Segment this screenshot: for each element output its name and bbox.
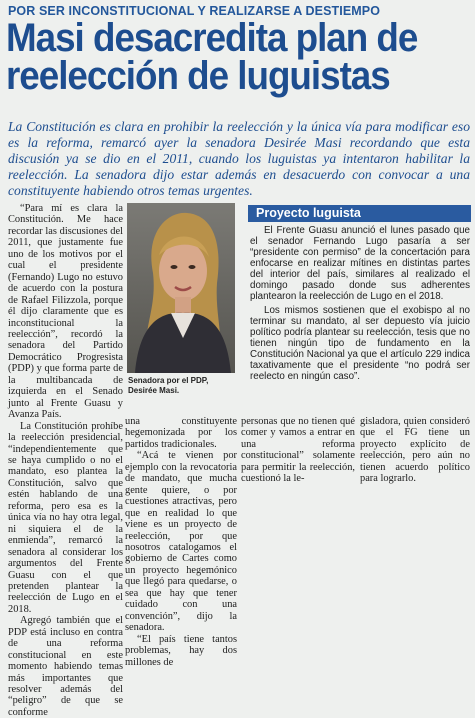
body-paragraph: gisladora, quien consideró que el FG tiene un proyecto explícito de reelección, pero aún no tienen acuerdo político para lograrlo. [360,416,470,485]
headline-line-1: Masi desacredita plan de [6,16,418,60]
body-paragraph: “El país tiene tantos problemas, hay dos millones de [125,633,237,668]
body-column-1 [8,203,123,718]
body-paragraph: La Constitución prohíbe la reelección presidencial, “independientemente que se haya cumplido o no el mandato, eso plantea la Constitución, salvo que estén hablando de una reforma, pero esa es la única vía no hay otra legal, ni siquiera el de la enmienda”, remarcó la senadora al considerar los argumentos del Frente Guasu con el que pretenden plantear la reelección de Lugo en el 2018. [8,420,123,615]
body-paragraph: una constituyente hegemonizada por los partidos tradicionales. [125,416,237,450]
body-paragraph: “Para mí es clara la Constitución. Me hace recordar las discusiones del 2011, que justamente fue uno de los motivos por el cual el presidente (Fernando) Lugo no estuvo de acuerdo con la postura de Rafael Filizzola, porque él dijo claramente que es inconstitucional la reelección”, recordó la senadora del Partido Democrático Progresista (PDP) y que forma parte de la multibancada de izquierda en el Senado junto al Frente Guasu y Avanza País. [8,203,123,421]
sidebar-title: Proyecto luguista [248,205,471,222]
headline [6,16,435,98]
body-column-4 [360,416,470,485]
body-paragraph: Agregó también que el PDP está incluso en contra de una reforma constitucional en este momento habiendo temas más importantes que resolver además del “peligro” de que se conforme [8,615,123,718]
kicker: POR SER INCONSTITUCIONAL Y REALIZARSE A DESTIEMPO [8,4,381,18]
sidebar-paragraph: El Frente Guasu anunció el lunes pasado que el senador Fernando Lugo pasaría a ser “presidente con permiso” de la concertación para enfocarse en realizar mítines en distintas partes del interior del país, similares al realizado el domingo pasado donde sus adherentes plantearon la reelección de Lugo en el 2018. [250,225,470,302]
portrait-illustration [127,203,235,373]
body-paragraph: personas que no tienen qué comer y vamos a entrar en una reforma constitucional” solamente para permitir la reelección, cuestionó la le- [241,416,355,485]
sidebar-paragraph: Los mismos sostienen que el exobispo al no terminar su mandato, al ser depuesto vía juicio político podría plantear su reelección, tesis que no tienen ningún tipo de fundamento en la Constitución Nacional ya que el artículo 229 indica taxativamente que el presidente “no podrá ser reelecto en ningún caso”. [250,305,470,382]
body-paragraph: “Acá te vienen por ejemplo con la revocatoria de mandato, que mucha gente quiere, o por cuestiones atractivas, pero que en realidad lo que viene es un proyecto de reelección, por que nosotros catalogamos el gobierno de Cartes como un proyecto hegemónico que llegó para quedarse, o sea que hay que tener cuidado con una convención”, dijo la senadora. [125,450,237,634]
photo-caption: Senadora por el PDP, Desirée Masi. [128,376,209,395]
sidebar-box [250,225,470,382]
senator-photo [127,203,235,373]
body-column-3 [241,416,355,485]
headline-line-2: reelección de luguistas [6,54,390,98]
body-column-2 [125,416,237,668]
lead-paragraph: La Constitución es clara en prohibir la reelección y la única vía para modificar eso es la reforma, remarcó ayer la senadora Desirée Masi recordando que esta discusión ya se dio en el 2011, cuando los luguistas ya intentaron habilitar la reelección. La senadora dijo estar además en desacuerdo con convocar a una constituyente habiendo otros temas urgentes. [8,119,470,198]
